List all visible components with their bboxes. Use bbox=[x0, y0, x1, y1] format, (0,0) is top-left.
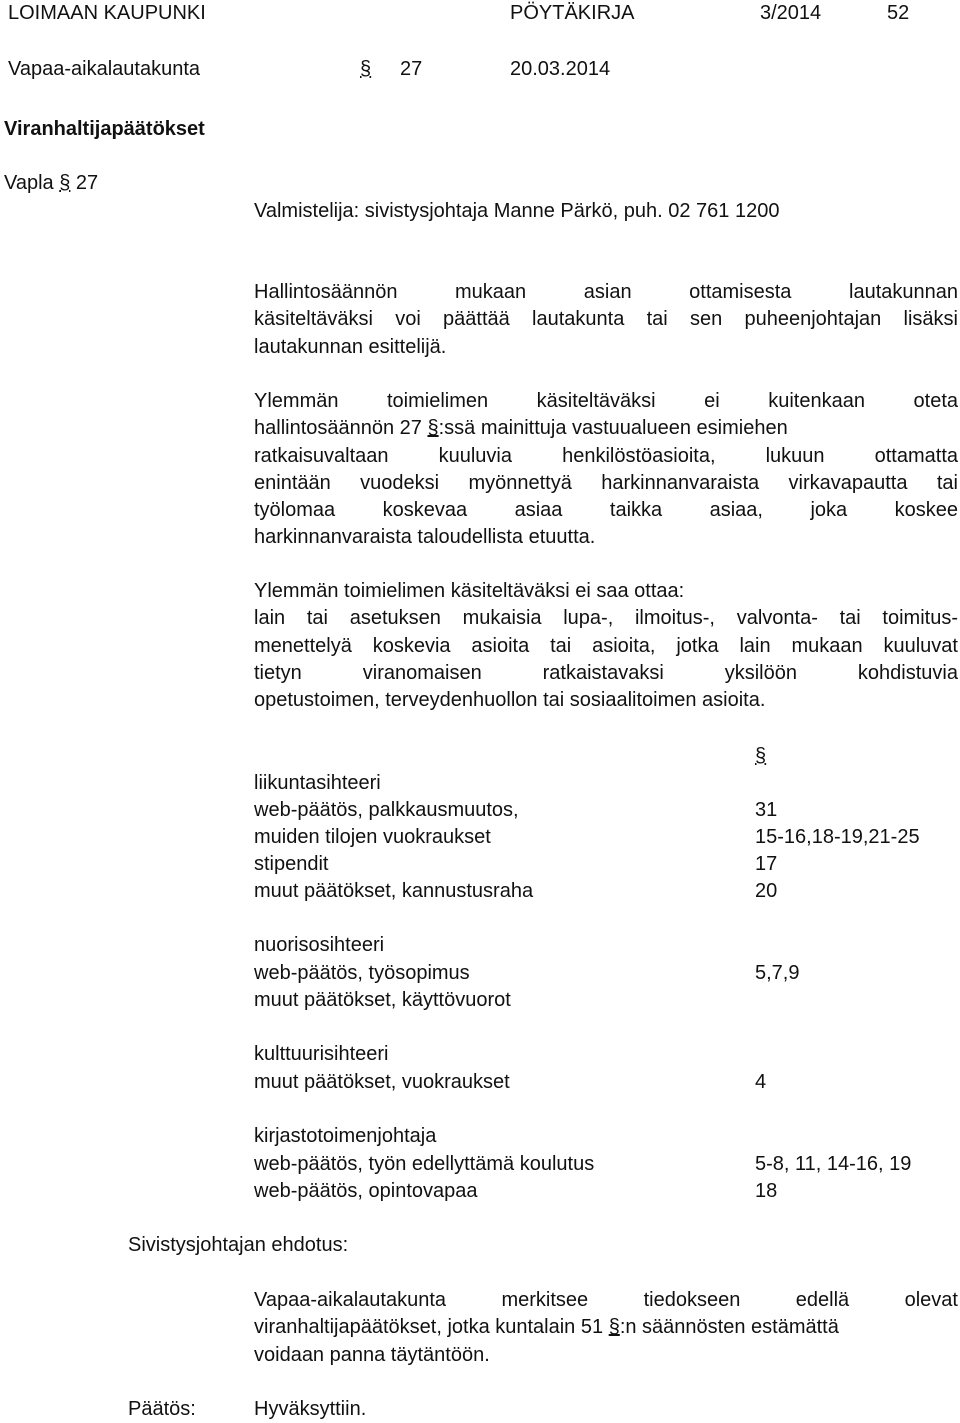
proposal-label: Sivistysjohtajan ehdotus: bbox=[128, 1234, 349, 1256]
proposal-line: Vapaa-aikalautakunta merkitsee tiedokseen edellä olevat bbox=[254, 1289, 958, 1311]
header-doc-type: PÖYTÄKIRJA bbox=[510, 2, 635, 24]
header-body: Vapaa-aikalautakunta bbox=[8, 58, 200, 80]
paragraph-2-line: hallintosäännön 27 §:ssä mainittuja vastuualueen esimiehen bbox=[254, 417, 788, 440]
header-org: LOIMAAN KAUPUNKI bbox=[8, 2, 206, 24]
header-date: 20.03.2014 bbox=[510, 58, 611, 80]
decision-ref: 20 bbox=[755, 880, 778, 902]
decision-label: muut päätökset, käyttövuorot bbox=[254, 989, 511, 1011]
header-doc-number: 3/2014 bbox=[760, 2, 822, 24]
paragraph-2-line: työlomaa koskevaa asiaa taikka asiaa, joka koskee bbox=[254, 499, 958, 522]
preparer-line: Valmistelija: sivistysjohtaja Manne Pärkö, puh. 02 761 1200 bbox=[254, 200, 780, 222]
inline-section-sign: § bbox=[608, 1316, 620, 1339]
decision-ref: 17 bbox=[755, 853, 778, 875]
case-reference bbox=[4, 170, 98, 197]
decision-label: stipendit bbox=[254, 853, 329, 875]
decision-ref: 5,7,9 bbox=[755, 962, 800, 984]
paragraph-3-line: Ylemmän toimielimen käsiteltäväksi ei saa ottaa: bbox=[254, 580, 685, 602]
decision-ref: 5-8, 11, 14-16, 19 bbox=[755, 1153, 912, 1175]
case-label: Vapla bbox=[4, 172, 54, 194]
decision-ref: 4 bbox=[755, 1071, 767, 1093]
case-section-sign: § bbox=[59, 172, 71, 194]
decision-label: web-päätös, palkkausmuutos, bbox=[254, 799, 519, 821]
decisions-section-header: § bbox=[755, 745, 767, 767]
paragraph-2 bbox=[254, 388, 958, 552]
decision-label: web-päätös, opintovapaa bbox=[254, 1180, 478, 1202]
decision-ref: 31 bbox=[755, 799, 778, 821]
decision-label: muiden tilojen vuokraukset bbox=[254, 826, 491, 848]
paragraph-3-line: tietyn viranomaisen ratkaistavaksi yksilöön kohdistuvia bbox=[254, 661, 958, 684]
paragraph-3 bbox=[254, 578, 958, 714]
group-heading: nuorisosihteeri bbox=[254, 934, 385, 956]
paragraph-3-line: menettelyä koskevia asioita tai asioita, jotka lain mukaan kuuluvat bbox=[254, 634, 958, 657]
proposal-line: voidaan panna täytäntöön. bbox=[254, 1343, 490, 1366]
paragraph-2-line: ratkaisuvaltaan kuuluvia henkilöstöasioita, lukuun ottamatta bbox=[254, 444, 958, 467]
group-heading: kirjastotoimenjohtaja bbox=[254, 1125, 437, 1147]
inline-section-sign: § bbox=[427, 417, 439, 440]
paragraph-1 bbox=[254, 279, 958, 361]
decision-label: web-päätös, työn edellyttämä koulutus bbox=[254, 1153, 595, 1175]
decision-label: web-päätös, työsopimus bbox=[254, 962, 470, 984]
page-title: Viranhaltijapäätökset bbox=[4, 118, 205, 140]
proposal-text bbox=[254, 1287, 958, 1369]
case-number: 27 bbox=[75, 172, 99, 194]
decision-label: muut päätökset, vuokraukset bbox=[254, 1071, 510, 1093]
group-heading: kulttuurisihteeri bbox=[254, 1043, 389, 1065]
paragraph-1-line: käsiteltäväksi voi päättää lautakunta tai sen puheenjohtajan lisäksi bbox=[254, 308, 958, 331]
decision-label-heading: Päätös: bbox=[128, 1398, 196, 1420]
paragraph-1-line: Hallintosäännön mukaan asian ottamisesta lautakunnan bbox=[254, 281, 958, 303]
decision-label: muut päätökset, kannustusraha bbox=[254, 880, 534, 902]
paragraph-2-line: harkinnanvaraista taloudellista etuutta. bbox=[254, 526, 596, 549]
group-heading: liikuntasihteeri bbox=[254, 772, 381, 794]
header-page-number: 52 bbox=[887, 2, 910, 24]
paragraph-2-line: enintään vuodeksi myönnettyä harkinnanvaraista virkavapautta tai bbox=[254, 471, 958, 494]
header-section-number: 27 bbox=[400, 58, 423, 80]
decision-text: Hyväksyttiin. bbox=[254, 1398, 367, 1420]
paragraph-2-line: Ylemmän toimielimen käsiteltäväksi ei kuitenkaan oteta bbox=[254, 390, 958, 412]
decision-ref: 18 bbox=[755, 1180, 778, 1202]
paragraph-3-line: opetustoimen, terveydenhuollon tai sosiaalitoimen asioita. bbox=[254, 689, 766, 712]
decision-ref: 15-16,18-19,21-25 bbox=[755, 826, 920, 848]
header-section-sign: § bbox=[360, 58, 372, 80]
paragraph-1-line: lautakunnan esittelijä. bbox=[254, 335, 447, 358]
proposal-line: viranhaltijapäätökset, jotka kuntalain 51 §:n säännösten estämättä bbox=[254, 1316, 839, 1339]
paragraph-3-line: lain tai asetuksen mukaisia lupa-, ilmoitus-, valvonta- tai toimitus- bbox=[254, 607, 958, 630]
